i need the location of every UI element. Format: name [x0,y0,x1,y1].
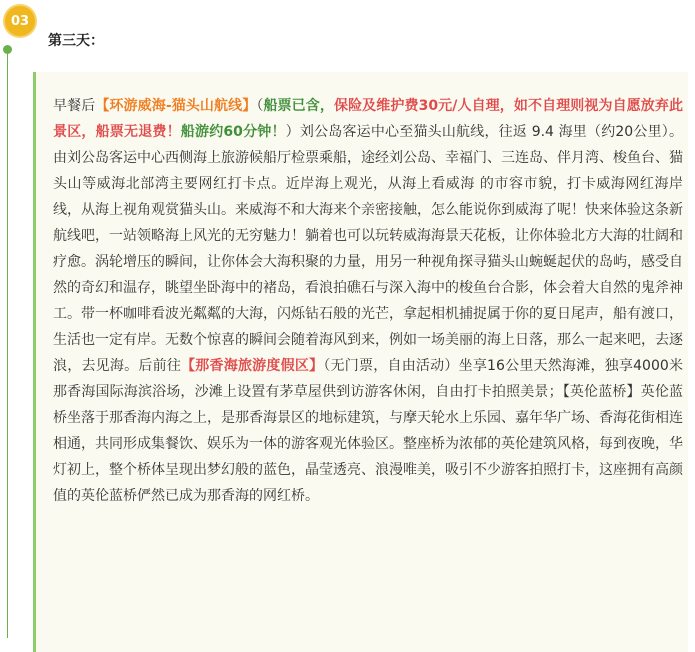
highlight-resort-name: 【那香海旅游度假区】 [181,358,324,374]
timeline-dot [3,45,12,54]
text-paren-open: （ [256,98,264,114]
highlight-duration: 船游约60分钟！ [180,124,286,140]
text-resort-description: （无门票，自由活动）坐享16公里天然海滩，独享4000米那香海国际海滨浴场，沙滩上设置有茅草屋供到访游客休闲，自由打卡拍照美景；【英伦蓝桥】英伦蓝桥坐落于那香海内海之上，是那香海景区的地标建筑，与摩天轮水上乐园、嘉年华广场、香海花街相连相通，共同形成集餐饮、娱乐为一体的游客观光体验区。整座桥为浓郁的英伦建筑风格，每到夜晚，华灯初上，整个桥体呈现出梦幻般的蓝色，晶莹透亮、浪漫唯美，吸引不少游客拍照打卡，这座拥有高颜值的英伦蓝桥俨然已成为那香海的网红桥。 [53,358,683,504]
highlight-route-name: 【环游威海-猫头山航线】 [95,98,257,114]
day-number-badge: 03 [3,4,37,38]
itinerary-paragraph [53,93,683,509]
text-route-description: ）刘公岛客运中心至猫头山航线，往返 9.4 海里（约20公里）。由刘公岛客运中心西侧海上旅游候船厅检票乘船，途经刘公岛、幸福门、三连岛、伴月湾、梭鱼台、猫头山等威海北部湾主要网红打卡点。近岸海上观光，从海上看威海 的市容市貌，打卡威海网红海岸线，从海上视角观赏猫头山。来威海不和大海来个亲密接触，怎么能说你到威海了呢！快来体验这条新航线吧，一站领略海上风光的无穷魅力！躺着也可以玩转威海海景天花板，让你体验北方大海的壮阔和疗愈。涡轮增压的瞬间，让你体会大海积聚的力量，用另一种视角探寻猫头山蜿蜒起伏的岛屿，感受自然的奇幻和温存，眺望坐卧海中的褚岛，看浪拍礁石与深入海中的梭鱼台合影，体会着大自然的鬼斧神工。带一杯咖啡看波光粼粼的大海，闪烁钻石般的光芒，拿起相机捕捉属于你的夏日尾声，船有渡口，生活也一定有岸。无数个惊喜的瞬间会随着海风到来，例如一场美丽的海上日落，那么一起来吧，去逐浪，去见海。后前往 [53,124,684,374]
text-breakfast: 早餐后 [53,98,96,114]
day-title: 第三天： [48,33,104,49]
highlight-ticket-included: 船票已含， [263,98,334,114]
highlight-insurance-notice: 保险及维护费30元/人自理，如不自理则视为自愿放弃此景区，船票无退费！ [53,98,684,140]
timeline-line [7,54,8,638]
